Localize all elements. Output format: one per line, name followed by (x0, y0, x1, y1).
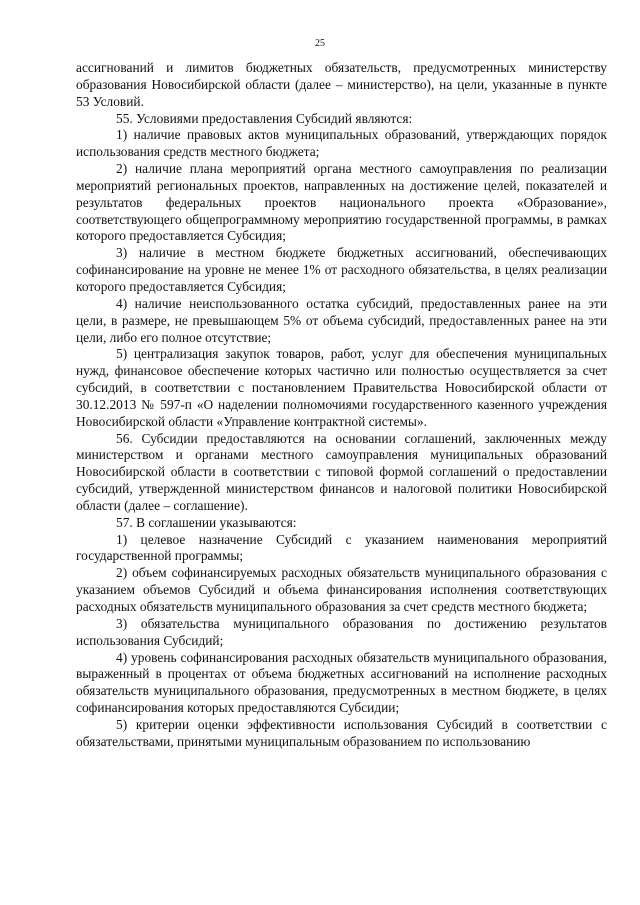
paragraph-clause-57-item-1: 1) целевое назначение Субсидий с указанием наименования мероприятий государственной программы; (76, 531, 607, 564)
paragraph-clause-55-item-1: 1) наличие правовых актов муниципальных образований, утверждающих порядок использования средств местного бюджета; (76, 127, 607, 160)
paragraph-clause-57: 57. В соглашении указываются: (116, 514, 297, 530)
document-body (76, 60, 607, 751)
paragraph-clause-55-item-2: 2) наличие плана мероприятий органа местного самоуправления по реализации мероприятий региональных проектов, направленных на достижение целей, показателей и результатов федеральных проектов национального проекта «Образование», соответствующего общепрограммному мероприятию государственной программы, в рамках которого предоставляется Субсидия; (76, 161, 607, 244)
paragraph-clause-57-item-2: 2) объем софинансируемых расходных обязательств муниципального образования с указанием объемов Субсидий и объема финансирования исполнения соответствующих расходных обязательств муниципального образования за счет средств местного бюджета; (76, 565, 607, 614)
paragraph-continuation: ассигнований и лимитов бюджетных обязательств, предусмотренных министерству образования Новосибирской области (далее – министерство), на цели, указанные в пункте 53 Условий. (76, 60, 607, 109)
paragraph-clause-56: 56. Субсидии предоставляются на основании соглашений, заключенных между министерством и органами местного самоуправления муниципальных образований Новосибирской области в соответствии с типовой формой соглашений о предоставлении субсидий, утвержденной министерством финансов и налоговой политики Новосибирской области (далее – соглашение). (76, 430, 607, 513)
page-number: 25 (315, 38, 325, 49)
paragraph-clause-57-item-4: 4) уровень софинансирования расходных обязательств муниципального образования, выраженный в процентах от объема бюджетных ассигнований на исполнение расходных обязательств муниципального образования, предусмотренных в местном бюджете, в целях софинансирования которых предоставляются Субсидии; (76, 649, 607, 716)
paragraph-clause-55-item-3: 3) наличие в местном бюджете бюджетных ассигнований, обеспечивающих софинансирование на уровне не менее 1% от расходного обязательства, в целях реализации которого предоставляется Субсидия; (76, 245, 607, 294)
paragraph-clause-57-item-3: 3) обязательства муниципального образования по достижению результатов использования Субсидий; (76, 615, 607, 648)
paragraph-clause-55-item-5: 5) централизация закупок товаров, работ, услуг для обеспечения муниципальных нужд, финансовое обеспечение которых частично или полностью осуществляется за счет субсидий, в соответствии с постановлением Правительства Новосибирской области от 30.12.2013 № 597-п «О наделении полномочиями государственного казенного учреждения Новосибирской области «Управление контрактной системы». (76, 346, 607, 429)
paragraph-clause-57-item-5: 5) критерии оценки эффективности использования Субсидий в соответствии с обязательствами, принятыми муниципальным образованием по использованию (76, 716, 607, 749)
paragraph-clause-55: 55. Условиями предоставления Субсидий являются: (116, 110, 413, 126)
paragraph-clause-55-item-4: 4) наличие неиспользованного остатка субсидий, предоставленных ранее на эти цели, в размере, не превышающем 5% от объема субсидий, предоставленных ранее на эти цели, либо его полное отсутствие; (76, 295, 607, 345)
